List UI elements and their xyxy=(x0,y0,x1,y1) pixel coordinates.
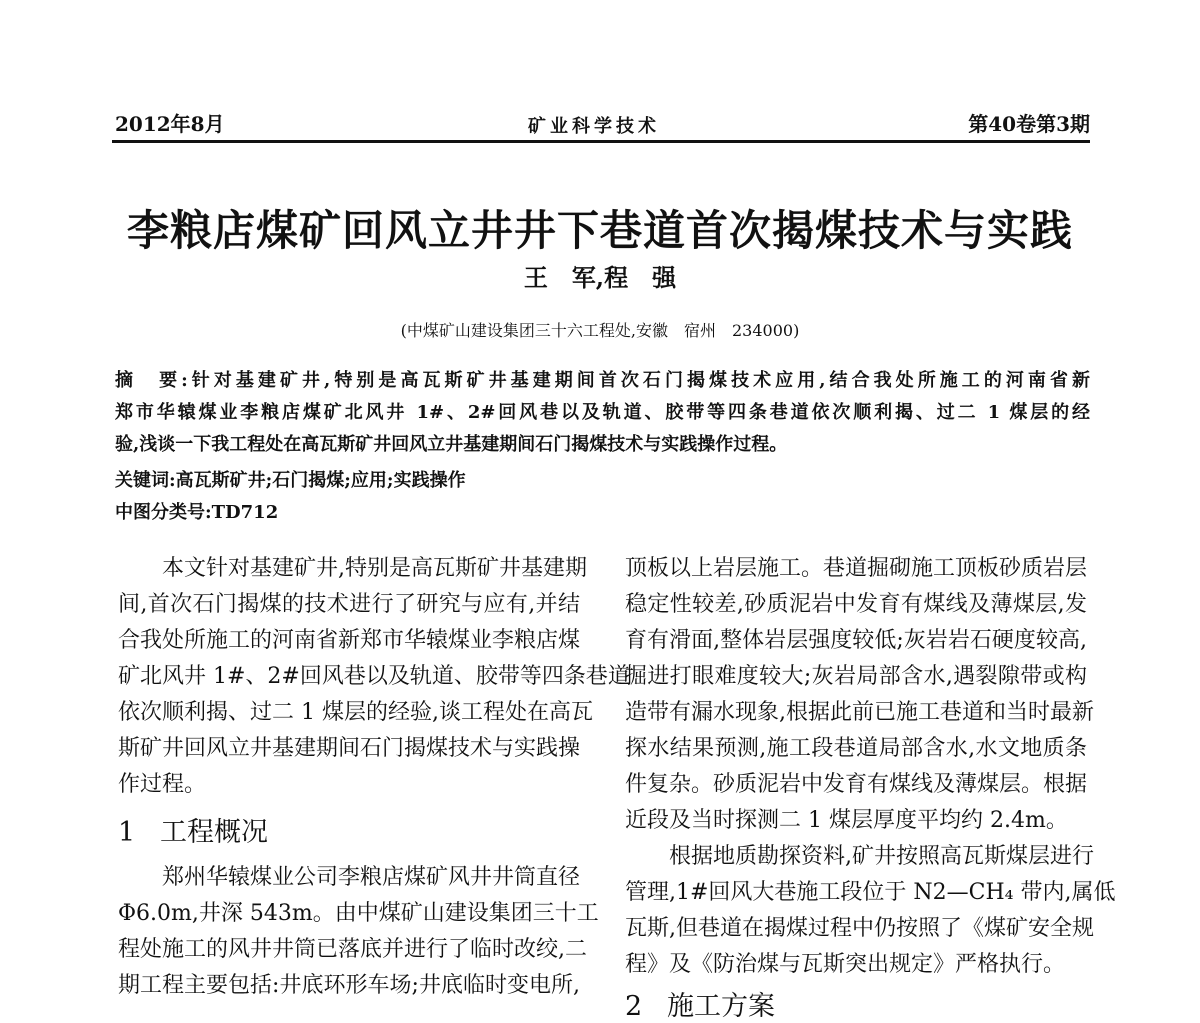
body-line: 造带有漏水现象,根据此前已施工巷道和当时最新 xyxy=(625,700,1094,725)
section-heading-1 xyxy=(118,810,268,849)
affiliation: (中煤矿山建设集团三十六工程处,安徽 宿州 234000) xyxy=(400,321,800,340)
body-line: 作过程。 xyxy=(118,772,207,797)
body-line: 郑州华辕煤业公司李粮店煤矿风井井筒直径 xyxy=(162,865,581,890)
body-line: 稳定性较差,砂质泥岩中发育有煤线及薄煤层,发 xyxy=(625,592,1087,617)
header-issue: 第40卷第3期 xyxy=(968,112,1090,136)
body-line: 期工程主要包括:井底环形车场;井底临时变电所, xyxy=(118,973,580,998)
classification-number: 中图分类号:TD712 xyxy=(115,502,279,523)
body-line: 育有滑面,整体岩层强度较低;灰岩岩石硬度较高, xyxy=(625,628,1087,653)
body-line: 件复杂。砂质泥岩中发育有煤线及薄煤层。根据 xyxy=(625,772,1088,797)
body-line: 近段及当时探测二 1 煤层厚度平均约 2.4m。 xyxy=(625,808,1068,833)
body-line: 顶板以上岩层施工。巷道掘砌施工顶板砂质岩层 xyxy=(625,556,1088,581)
abstract-line: 验,浅谈一下我工程处在高瓦斯矿井回风立井基建期间石门揭煤技术与实践操作过程。 xyxy=(115,434,788,455)
body-line: 瓦斯,但巷道在揭煤过程中仍按照了《煤矿安全规 xyxy=(625,916,1094,941)
body-line: 矿北风井 1#、2#回风巷以及轨道、胶带等四条巷道 xyxy=(118,664,630,689)
section-heading-2 xyxy=(625,984,775,1023)
body-line: 掘进打眼难度较大;灰岩局部含水,遇裂隙带或构 xyxy=(625,664,1087,689)
section-title: 工程概况 xyxy=(160,817,268,848)
body-line: 管理,1#回风大巷施工段位于 N2—CH₄ 带内,属低 xyxy=(625,880,1116,905)
header-date: 2012年8月 xyxy=(115,112,225,136)
body-line: 斯矿井回风立井基建期间石门揭煤技术与实践操 xyxy=(118,736,581,761)
body-line: 根据地质勘探资料,矿井按照高瓦斯煤层进行 xyxy=(669,844,1094,869)
header-journal: 矿业科学技术 xyxy=(528,116,660,137)
body-line: 间,首次石门揭煤的技术进行了研究与应有,并结 xyxy=(118,592,580,617)
abstract-line: 摘 要:针对基建矿井,特别是高瓦斯矿井基建期间首次石门揭煤技术应用,结合我处所施工的河南省新 xyxy=(115,370,1090,391)
abstract-line: 郑市华辕煤业李粮店煤矿北风井 1#、2#回风巷以及轨道、胶带等四条巷道依次顺利揭、过二 1 煤层的经 xyxy=(115,402,1090,423)
section-number: 1 xyxy=(118,817,136,848)
body-line: 程》及《防治煤与瓦斯突出规定》严格执行。 xyxy=(625,952,1066,977)
keywords: 关键词:高瓦斯矿井;石门揭煤;应用;实践操作 xyxy=(115,470,466,491)
body-line: 本文针对基建矿井,特别是高瓦斯矿井基建期 xyxy=(162,556,587,581)
authors: 王 军,程 强 xyxy=(523,263,677,292)
body-line: Φ6.0m,井深 543m。由中煤矿山建设集团三十工 xyxy=(118,901,599,926)
body-line: 程处施工的风井井筒已落底并进行了临时改绞,二 xyxy=(118,937,587,962)
section-title: 施工方案 xyxy=(667,991,775,1022)
section-number: 2 xyxy=(625,991,643,1022)
body-line: 依次顺利揭、过二 1 煤层的经验,谈工程处在高瓦 xyxy=(118,700,593,725)
paper-title: 李粮店煤矿回风立井井下巷道首次揭煤技术与实践 xyxy=(126,206,1073,255)
header-rule xyxy=(112,140,1090,143)
body-line: 合我处所施工的河南省新郑市华辕煤业李粮店煤 xyxy=(118,628,581,653)
body-line: 探水结果预测,施工段巷道局部含水,水文地质条 xyxy=(625,736,1087,761)
